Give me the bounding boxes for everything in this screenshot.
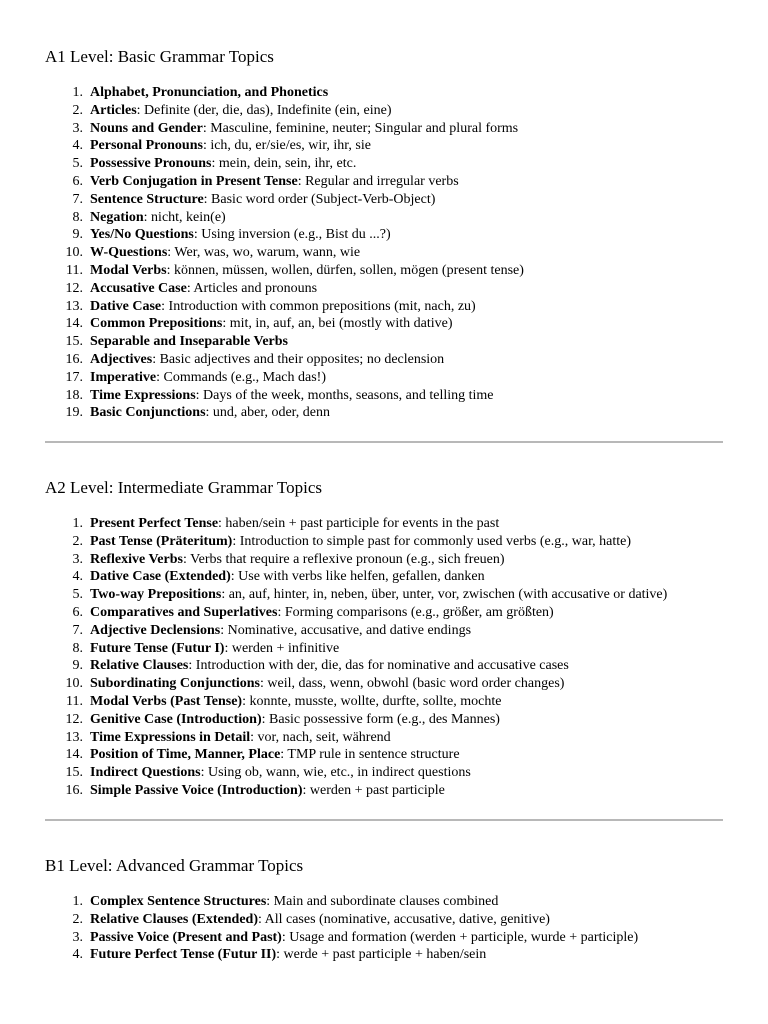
list-item <box>45 693 725 711</box>
item-description: : an, auf, hinter, in, neben, über, unter, vor, zwischen (with accusative or dative) <box>221 587 668 603</box>
list-item <box>45 551 725 569</box>
item-number: 7. <box>72 622 83 638</box>
item-description: : können, müssen, wollen, dürfen, sollen, mögen (present tense) <box>166 262 524 278</box>
list-item <box>45 209 725 227</box>
item-description: : Basic possessive form (e.g., des Mannes) <box>261 711 500 727</box>
item-number: 4. <box>72 947 83 963</box>
item-number: 8. <box>72 640 83 656</box>
item-description: : Definite (der, die, das), Indefinite (ein, eine) <box>136 102 392 118</box>
item-term: Yes/No Questions <box>90 227 194 243</box>
item-description: : nicht, kein(e) <box>143 209 226 225</box>
list-item <box>45 764 725 782</box>
item-number: 9. <box>72 227 83 243</box>
item-number: 8. <box>72 209 83 225</box>
list-item <box>45 315 725 333</box>
item-term: Modal Verbs <box>90 262 167 278</box>
item-description: : Wer, was, wo, warum, wann, wie <box>167 245 361 261</box>
item-term: Indirect Questions <box>90 765 201 781</box>
item-term: Reflexive Verbs <box>90 551 183 567</box>
item-number: 15. <box>65 334 83 350</box>
item-number: 3. <box>72 929 83 945</box>
item-term: W-Questions <box>90 245 168 261</box>
item-term: Passive Voice (Present and Past) <box>90 929 282 945</box>
topic-list <box>45 893 725 964</box>
section-a1 <box>45 47 725 422</box>
item-description: : Commands (e.g., Mach das!) <box>156 369 327 385</box>
item-number: 10. <box>65 676 83 692</box>
list-item <box>45 280 725 298</box>
item-description: : Use with verbs like helfen, gefallen, danken <box>230 569 485 585</box>
item-term: Accusative Case <box>90 280 187 296</box>
item-term: Future Perfect Tense (Futur II) <box>90 947 277 963</box>
item-number: 13. <box>65 729 83 745</box>
item-description: : mein, dein, sein, ihr, etc. <box>211 156 357 172</box>
item-description: : Basic adjectives and their opposites; no declension <box>152 351 445 367</box>
item-number: 17. <box>65 369 83 385</box>
item-description: : Introduction to simple past for commonly used verbs (e.g., war, hatte) <box>232 533 632 549</box>
list-item <box>45 244 725 262</box>
item-term: Present Perfect Tense <box>90 516 219 531</box>
item-term: Adjectives <box>90 351 153 367</box>
item-number: 5. <box>72 587 83 603</box>
list-item <box>45 226 725 244</box>
list-item <box>45 102 725 120</box>
item-number: 12. <box>65 280 83 296</box>
list-item <box>45 262 725 280</box>
topic-list <box>45 84 725 422</box>
list-item <box>45 911 725 929</box>
item-description: : Forming comparisons (e.g., größer, am größten) <box>277 604 554 620</box>
item-term: Relative Clauses <box>90 658 189 674</box>
section-divider <box>45 819 723 821</box>
list-item <box>45 191 725 209</box>
item-number: 11. <box>66 262 83 278</box>
item-term: Relative Clauses (Extended) <box>90 911 258 927</box>
item-description: : Articles and pronouns <box>186 280 318 296</box>
item-term: Two-way Prepositions <box>90 587 222 603</box>
item-number: 5. <box>72 156 83 172</box>
item-description: : Verbs that require a reflexive pronoun (e.g., sich freuen) <box>182 551 505 567</box>
item-description: : Using inversion (e.g., Bist du ...?) <box>193 227 391 243</box>
item-term: Position of Time, Manner, Place <box>90 747 281 763</box>
list-item <box>45 622 725 640</box>
list-item <box>45 586 725 604</box>
item-term: Sentence Structure <box>90 191 204 207</box>
list-item <box>45 351 725 369</box>
item-number: 2. <box>72 911 83 927</box>
item-number: 6. <box>72 604 83 620</box>
section-title: B1 Level: Advanced Grammar Topics <box>45 856 304 875</box>
section-title: A2 Level: Intermediate Grammar Topics <box>45 478 323 497</box>
item-description: : All cases (nominative, accusative, dative, genitive) <box>258 911 550 927</box>
item-description: : Main and subordinate clauses combined <box>266 894 499 909</box>
item-term: Articles <box>90 102 137 118</box>
list-item <box>45 404 725 422</box>
list-item <box>45 746 725 764</box>
item-description: : Nominative, accusative, and dative endings <box>220 622 472 638</box>
section-b1 <box>45 856 725 964</box>
item-number: 1. <box>72 85 83 100</box>
item-term: Past Tense (Präteritum) <box>90 533 233 549</box>
item-number: 14. <box>65 747 83 763</box>
list-item <box>45 946 725 964</box>
item-description: : haben/sein + past participle for events in the past <box>218 516 500 531</box>
item-number: 3. <box>72 551 83 567</box>
section-divider <box>45 441 723 443</box>
list-item <box>45 173 725 191</box>
item-term: Separable and Inseparable Verbs <box>90 334 288 350</box>
item-term: Modal Verbs (Past Tense) <box>90 693 243 709</box>
topic-list <box>45 515 725 800</box>
item-term: Future Tense (Futur I) <box>90 640 225 656</box>
item-description: : mit, in, auf, an, bei (mostly with dative) <box>222 316 453 332</box>
item-number: 14. <box>65 316 83 332</box>
list-item <box>45 711 725 729</box>
item-number: 4. <box>72 569 83 585</box>
item-term: Complex Sentence Structures <box>90 894 267 909</box>
list-item <box>45 515 725 533</box>
list-item <box>45 298 725 316</box>
item-description: : Introduction with der, die, das for nominative and accusative cases <box>188 658 569 674</box>
item-term: Nouns and Gender <box>90 120 203 136</box>
item-description: : konnte, musste, wollte, durfte, sollte, mochte <box>242 693 502 709</box>
item-number: 4. <box>72 138 83 154</box>
list-item <box>45 604 725 622</box>
item-term: Imperative <box>90 369 157 385</box>
item-description: : Usage and formation (werden + participle, wurde + participle) <box>281 929 639 945</box>
item-number: 18. <box>65 387 83 403</box>
item-term: Dative Case <box>90 298 162 314</box>
section-a2 <box>45 478 725 800</box>
list-item <box>45 782 725 800</box>
item-description: : Regular and irregular verbs <box>297 173 459 189</box>
item-description: : und, aber, oder, denn <box>205 405 330 421</box>
item-number: 15. <box>65 765 83 781</box>
item-number: 11. <box>66 693 83 709</box>
item-description: : werden + infinitive <box>224 640 340 656</box>
item-number: 7. <box>72 191 83 207</box>
item-number: 16. <box>65 351 83 367</box>
item-description: : werde + past participle + haben/sein <box>276 947 487 963</box>
item-description: : vor, nach, seit, während <box>250 729 391 745</box>
list-item <box>45 929 725 947</box>
list-item <box>45 533 725 551</box>
item-description: : Basic word order (Subject-Verb-Object) <box>203 191 436 207</box>
list-item <box>45 137 725 155</box>
item-term: Verb Conjugation in Present Tense <box>90 173 298 189</box>
item-number: 10. <box>65 245 83 261</box>
item-number: 1. <box>72 516 83 531</box>
item-number: 19. <box>65 405 83 421</box>
list-item <box>45 120 725 138</box>
item-description: : werden + past participle <box>302 782 445 798</box>
item-description: : Using ob, wann, wie, etc., in indirect questions <box>200 765 471 781</box>
section-title: A1 Level: Basic Grammar Topics <box>45 47 274 66</box>
item-number: 3. <box>72 120 83 136</box>
item-description: : Days of the week, months, seasons, and telling time <box>195 387 494 403</box>
list-item <box>45 640 725 658</box>
item-term: Time Expressions <box>90 387 196 403</box>
item-number: 12. <box>65 711 83 727</box>
item-term: Possessive Pronouns <box>90 156 212 172</box>
item-number: 2. <box>72 102 83 118</box>
item-description: : weil, dass, wenn, obwohl (basic word order changes) <box>260 676 565 692</box>
list-item <box>45 387 725 405</box>
list-item <box>45 333 725 351</box>
item-term: Common Prepositions <box>90 316 223 332</box>
item-description: : Masculine, feminine, neuter; Singular and plural forms <box>202 120 519 136</box>
list-item <box>45 729 725 747</box>
item-description: : ich, du, er/sie/es, wir, ihr, sie <box>202 138 371 154</box>
item-number: 1. <box>72 894 83 909</box>
item-number: 2. <box>72 533 83 549</box>
list-item <box>45 657 725 675</box>
item-number: 6. <box>72 173 83 189</box>
item-term: Genitive Case (Introduction) <box>90 711 262 727</box>
item-description: : Introduction with common prepositions (mit, nach, zu) <box>161 298 476 314</box>
item-term: Time Expressions in Detail <box>90 729 251 745</box>
item-term: Negation <box>90 209 144 225</box>
list-item <box>45 675 725 693</box>
item-number: 13. <box>65 298 83 314</box>
item-number: 9. <box>72 658 83 674</box>
item-term: Dative Case (Extended) <box>90 569 231 585</box>
list-item <box>45 155 725 173</box>
list-item <box>45 568 725 586</box>
list-item <box>45 893 725 911</box>
item-term: Adjective Declensions <box>90 622 221 638</box>
item-term: Personal Pronouns <box>90 138 203 154</box>
item-description: : TMP rule in sentence structure <box>280 747 460 763</box>
item-term: Alphabet, Pronunciation, and Phonetics <box>90 85 329 100</box>
item-term: Comparatives and Superlatives <box>90 604 278 620</box>
item-term: Basic Conjunctions <box>90 405 206 421</box>
list-item <box>45 369 725 387</box>
item-number: 16. <box>65 782 83 798</box>
item-term: Simple Passive Voice (Introduction) <box>90 782 303 798</box>
list-item <box>45 84 725 102</box>
item-term: Subordinating Conjunctions <box>90 676 261 692</box>
